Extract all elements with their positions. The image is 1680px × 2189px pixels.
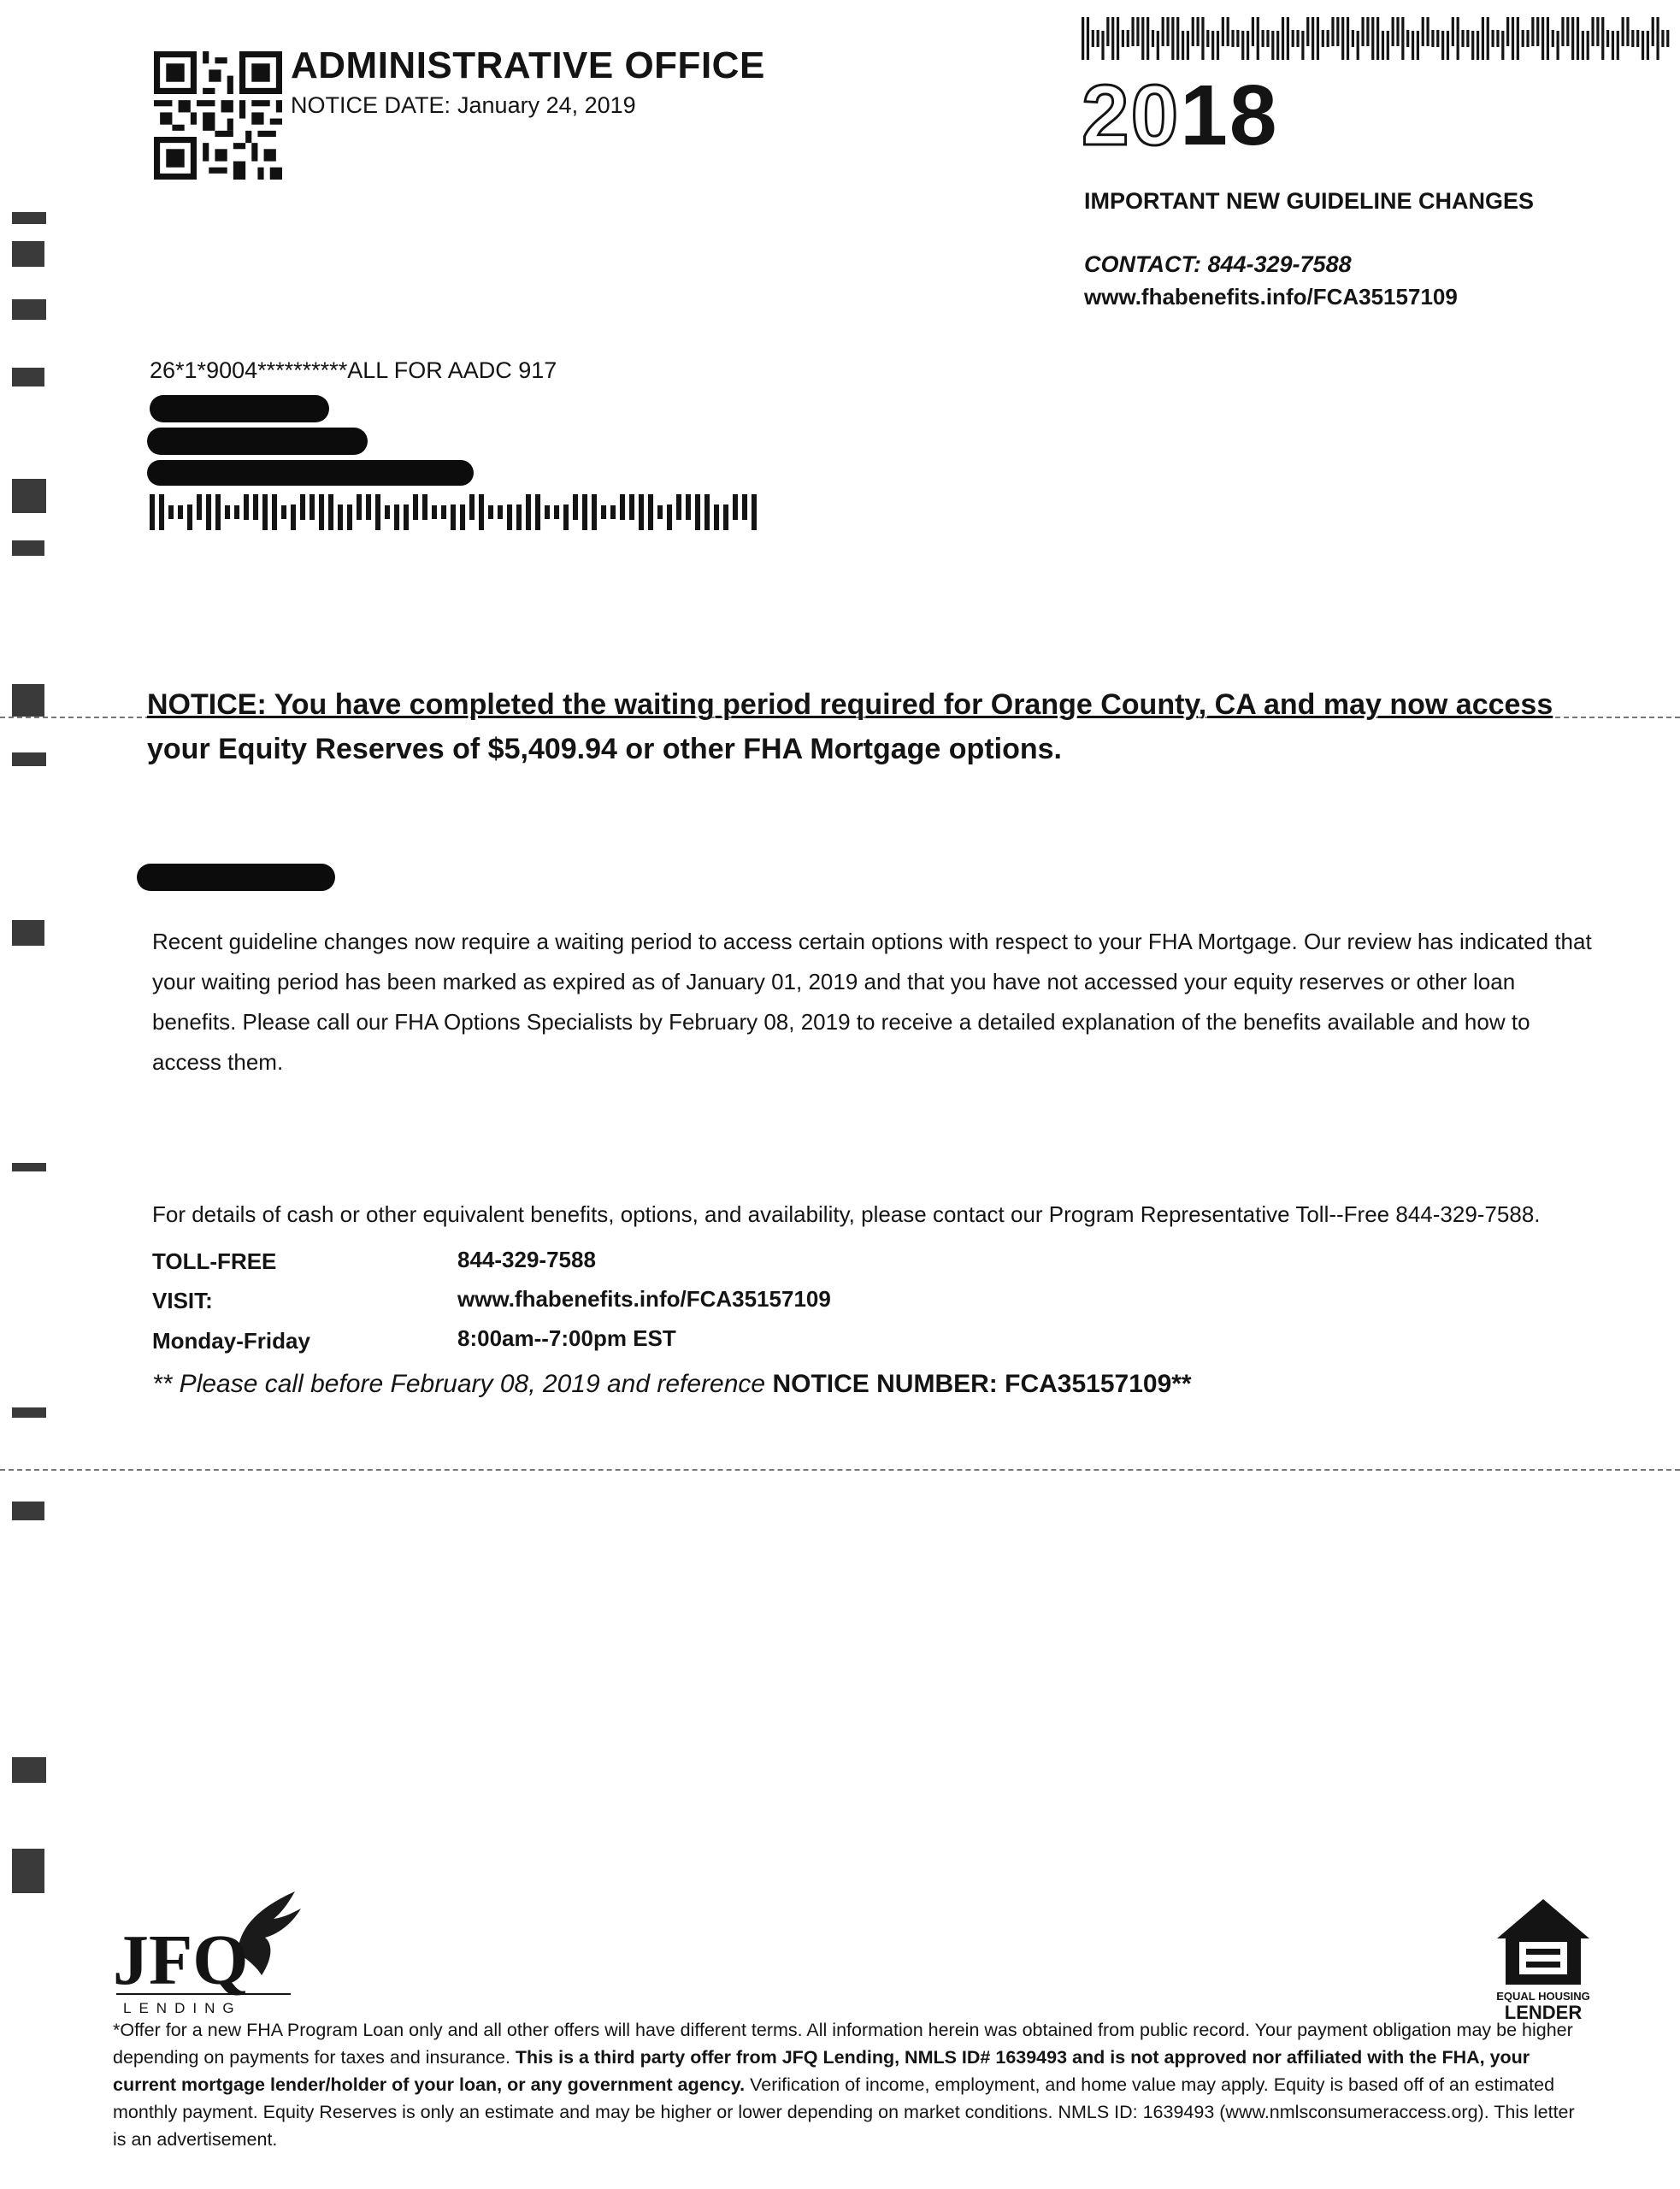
barcode-bar: [1666, 30, 1669, 47]
barcode-bar: [1461, 30, 1464, 47]
details-intro: For details of cash or other equivalent benefits, options, and availability, please contact our Program Representative Toll--Free 844-329-7588.: [152, 1201, 1541, 1227]
barcode-bar: [1552, 30, 1554, 47]
barcode-bar: [1201, 17, 1204, 60]
barcode-bar: [215, 494, 221, 530]
barcode-bar: [676, 494, 681, 520]
barcode-bar: [1622, 17, 1624, 46]
margin-mark: [12, 920, 44, 946]
barcode-bar: [432, 505, 437, 519]
tollfree-label: TOLL-FREE: [152, 1248, 277, 1274]
barcode-bar: [1536, 17, 1539, 46]
barcode-bar: [1401, 17, 1404, 60]
barcode-bar: [1336, 17, 1339, 46]
barcode-bar: [1101, 31, 1104, 60]
barcode-bar: [1231, 30, 1234, 47]
barcode-bar: [1531, 17, 1534, 46]
address-barcode: [150, 494, 761, 537]
barcode-bar: [695, 494, 700, 530]
barcode-bar: [291, 504, 296, 530]
barcode-bar: [1157, 31, 1159, 60]
barcode-bar: [1271, 31, 1274, 60]
redacted-city: [147, 460, 474, 486]
barcode-bar: [733, 494, 738, 520]
barcode-bar: [1617, 31, 1619, 60]
barcode-bar: [1187, 31, 1189, 60]
barcode-bar: [1111, 17, 1114, 60]
barcode-bar: [1447, 31, 1449, 60]
barcode-bar: [1496, 30, 1499, 47]
intelligent-mail-barcode: [1082, 17, 1671, 60]
barcode-bar: [1636, 30, 1639, 47]
barcode-bar: [1292, 30, 1294, 47]
barcode-bar: [1227, 17, 1229, 46]
barcode-bar: [601, 505, 606, 519]
barcode-bar: [648, 494, 653, 530]
barcode-bar: [422, 494, 427, 520]
barcode-bar: [686, 494, 691, 520]
margin-mark: [12, 1757, 46, 1783]
margin-mark: [12, 479, 46, 513]
barcode-bar: [1117, 17, 1119, 60]
barcode-bar: [460, 504, 465, 530]
barcode-bar: [1366, 17, 1369, 46]
notice-number: NOTICE NUMBER: FCA35157109**: [772, 1370, 1192, 1398]
barcode-bar: [1166, 17, 1169, 46]
margin-mark: [12, 684, 44, 717]
barcode-bar: [629, 494, 634, 520]
barcode-bar: [1436, 30, 1439, 47]
hours-label: Monday-Friday: [152, 1328, 310, 1354]
barcode-bar: [1647, 31, 1649, 60]
notice-headline-line2: your Equity Reserves of $5,409.94 or other FHA Mortgage options.: [147, 733, 1062, 765]
barcode-bar: [1392, 17, 1394, 46]
barcode-bar: [1141, 17, 1144, 60]
redacted-salutation: [137, 864, 335, 891]
year-solid-digits: 18: [1180, 68, 1279, 163]
barcode-bar: [1176, 17, 1179, 60]
qr-code: [154, 51, 282, 180]
barcode-bar: [404, 504, 409, 530]
barcode-bar: [1306, 17, 1309, 46]
barcode-bar: [1547, 17, 1549, 60]
barcode-bar: [1642, 31, 1644, 60]
barcode-bar: [704, 494, 710, 530]
barcode-bar: [1501, 31, 1504, 60]
barcode-bar: [1087, 17, 1089, 60]
body-paragraph: Recent guideline changes now require a waiting period to access certain options with respect to your FHA Mortgage. Our review has indicated that your waiting period has been marked as expired as of January 01, 2019 and that you have not accessed your equity reserves or other loan benefits. Please call our FHA Options Specialists by February 08, 2019 to receive a detailed explanation of the benefits available and how to access them.: [152, 929, 1592, 1075]
barcode-bar: [563, 504, 569, 530]
contact-phone: CONTACT: 844-329-7588: [1084, 251, 1352, 277]
barcode-bar: [1412, 31, 1414, 60]
contact-url: www.fhabenefits.info/FCA35157109: [1084, 284, 1458, 310]
notice-date-value: January 24, 2019: [457, 92, 636, 118]
barcode-bar: [545, 505, 550, 519]
barcode-bar: [610, 505, 616, 519]
ehl-line1: EQUAL HOUSING: [1496, 1990, 1590, 2003]
notice-date: [291, 92, 636, 119]
logo-subtitle: LENDING: [123, 2000, 242, 2016]
barcode-bar: [1601, 17, 1604, 60]
barcode-bar: [1631, 30, 1634, 47]
barcode-bar: [1376, 17, 1379, 60]
barcode-bar: [1591, 17, 1594, 46]
barcode-bar: [1417, 31, 1419, 60]
barcode-bar: [300, 494, 305, 520]
disclaimer-text-1: *Offer for a new FHA Program Loan only and all other offers will have different terms. All information herein was obtained from public record. Your payment obligation may be higher depending on payments for taxes and insurance.: [113, 2020, 1573, 2068]
barcode-bar: [526, 494, 531, 530]
barcode-bar: [1606, 30, 1609, 47]
barcode-bar: [357, 494, 362, 520]
barcode-bar: [1452, 17, 1454, 46]
guideline-heading: IMPORTANT NEW GUIDELINE CHANGES: [1084, 188, 1534, 214]
notice-headline: [147, 682, 1618, 771]
barcode-bar: [1327, 30, 1329, 47]
barcode-bar: [1357, 31, 1359, 60]
barcode-bar: [1506, 17, 1509, 46]
notice-date-label: NOTICE DATE:: [291, 92, 451, 118]
barcode-bar: [1566, 17, 1569, 46]
barcode-bar: [178, 505, 183, 519]
barcode-bar: [1471, 31, 1474, 60]
barcode-bar: [1252, 17, 1254, 46]
office-title: ADMINISTRATIVE OFFICE: [291, 44, 765, 86]
barcode-bar: [1301, 31, 1304, 60]
barcode-bar: [1596, 17, 1599, 46]
barcode-bar: [1626, 17, 1629, 46]
barcode-bar: [1136, 17, 1139, 46]
barcode-bar: [159, 494, 164, 530]
barcode-bar: [187, 504, 192, 530]
barcode-bar: [1656, 17, 1659, 60]
barcode-bar: [479, 494, 484, 530]
barcode-bar: [1222, 17, 1224, 46]
barcode-bar: [1257, 17, 1259, 60]
barcode-bar: [1587, 31, 1589, 60]
barcode-bar: [1526, 30, 1529, 47]
barcode-bar: [1422, 17, 1424, 46]
margin-mark: [12, 299, 46, 320]
barcode-bar: [1661, 30, 1664, 47]
barcode-bar: [507, 504, 512, 530]
barcode-bar: [1247, 31, 1249, 60]
barcode-bar: [1517, 17, 1519, 60]
barcode-bar: [1192, 17, 1194, 46]
barcode-bar: [338, 504, 343, 530]
barcode-bar: [1097, 30, 1099, 47]
barcode-bar: [723, 504, 728, 530]
barcode-bar: [1371, 17, 1374, 60]
barcode-bar: [451, 504, 456, 530]
barcode-bar: [168, 505, 174, 519]
redacted-street: [147, 428, 368, 455]
barcode-bar: [1487, 17, 1489, 60]
margin-mark: [12, 368, 44, 386]
barcode-bar: [1571, 17, 1574, 60]
barcode-bar: [1217, 31, 1219, 60]
barcode-bar: [1287, 17, 1289, 60]
barcode-bar: [375, 494, 380, 530]
fold-line-bottom: [0, 1469, 1680, 1471]
barcode-bar: [244, 494, 249, 520]
barcode-bar: [1312, 17, 1314, 60]
presort-code: 26*1*9004**********ALL FOR AADC 917: [150, 357, 557, 383]
barcode-bar: [469, 494, 475, 520]
barcode-bar: [1541, 17, 1544, 60]
barcode-bar: [1522, 30, 1524, 47]
barcode-bar: [1147, 17, 1149, 60]
barcode-bar: [1361, 17, 1364, 46]
barcode-bar: [1241, 31, 1244, 60]
barcode-bar: [1317, 17, 1319, 60]
equal-housing-lender-icon: [1492, 1894, 1595, 2022]
barcode-bar: [1406, 30, 1409, 47]
barcode-bar: [1082, 17, 1084, 60]
barcode-bar: [639, 494, 644, 530]
barcode-bar: [1382, 31, 1384, 60]
barcode-bar: [1092, 30, 1094, 47]
disclaimer: [113, 2016, 1588, 2153]
barcode-bar: [281, 505, 286, 519]
barcode-bar: [1131, 17, 1134, 46]
margin-mark: [12, 752, 46, 766]
barcode-bar: [1152, 30, 1154, 47]
barcode-bar: [1477, 31, 1479, 60]
barcode-bar: [1236, 30, 1239, 47]
barcode-bar: [592, 494, 597, 530]
barcode-bar: [1396, 17, 1399, 46]
barcode-bar: [1491, 30, 1494, 47]
barcode-bar: [1276, 31, 1279, 60]
barcode-bar: [272, 494, 277, 530]
margin-mark: [12, 1502, 44, 1520]
barcode-bar: [150, 494, 155, 530]
barcode-bar: [516, 504, 522, 530]
ehl-line2: LENDER: [1504, 2002, 1583, 2022]
margin-mark: [12, 212, 46, 224]
barcode-bar: [253, 494, 258, 520]
barcode-bar: [1296, 30, 1299, 47]
barcode-bar: [1512, 17, 1514, 60]
barcode-bar: [1482, 17, 1484, 60]
barcode-bar: [1431, 30, 1434, 47]
visit-label: VISIT:: [152, 1288, 213, 1313]
barcode-bar: [1466, 30, 1469, 47]
barcode-bar: [752, 494, 757, 530]
barcode-bar: [1561, 17, 1564, 46]
barcode-bar: [667, 504, 672, 530]
barcode-bar: [1457, 17, 1459, 60]
barcode-bar: [1211, 31, 1214, 60]
barcode-bar: [394, 504, 399, 530]
callout-text: ** Please call before February 08, 2019 and reference: [152, 1370, 766, 1398]
barcode-bar: [1196, 17, 1199, 46]
margin-mark: [12, 540, 44, 556]
margin-mark: [12, 1163, 46, 1171]
notice-headline-line1: NOTICE: You have completed the waiting period required for Orange County, CA and may now access: [147, 688, 1553, 721]
barcode-bar: [554, 505, 559, 519]
visit-url: www.fhabenefits.info/FCA35157109: [457, 1286, 831, 1312]
disclaimer-bold: This is a third party offer from JFQ Lending, NMLS ID# 1639493 and is not approved nor affiliated with the FHA, your current mortgage lender/holder of your loan, or any government agency.: [113, 2047, 1530, 2095]
barcode-bar: [1341, 17, 1344, 60]
barcode-bar: [441, 505, 446, 519]
barcode-bar: [573, 494, 578, 520]
barcode-bar: [197, 494, 202, 520]
barcode-bar: [234, 505, 239, 519]
barcode-bar: [1162, 17, 1164, 46]
disclaimer-text-2: Verification of income, employment, and home value may apply. Equity is based off of an estimated monthly payment. Equity Reserves is only an estimate and may be higher or lower depending on market conditions. NMLS ID: 1639493 (www.nmlsconsumeraccess.org). This letter is an advertisement.: [113, 2074, 1575, 2150]
barcode-bar: [1577, 17, 1579, 60]
barcode-bar: [1387, 31, 1389, 60]
barcode-bar: [319, 494, 324, 530]
barcode-bar: [1206, 30, 1209, 47]
barcode-bar: [1582, 31, 1584, 60]
reference-callout: [152, 1370, 1192, 1399]
barcode-bar: [1106, 17, 1109, 46]
barcode-bar: [1331, 17, 1334, 46]
margin-mark: [12, 1407, 46, 1418]
barcode-bar: [1652, 17, 1654, 46]
barcode-bar: [1347, 17, 1349, 60]
hours-value: 8:00am--7:00pm EST: [457, 1325, 676, 1351]
barcode-bar: [1282, 17, 1284, 60]
barcode-bar: [488, 505, 493, 519]
barcode-bar: [1426, 17, 1429, 46]
barcode-bar: [262, 494, 268, 530]
year-outline-digits: 20: [1082, 68, 1181, 163]
barcode-bar: [1352, 30, 1354, 47]
barcode-bar: [1441, 31, 1444, 60]
barcode-bar: [309, 494, 315, 520]
logo-wordmark: JFQ: [113, 1921, 249, 2000]
margin-mark: [12, 241, 44, 267]
tollfree-value: 844-329-7588: [457, 1247, 596, 1272]
year-heading: [1082, 68, 1279, 163]
barcode-bar: [1171, 17, 1174, 60]
redacted-name: [150, 395, 329, 422]
barcode-bar: [225, 505, 230, 519]
barcode-bar: [1127, 30, 1129, 47]
barcode-bar: [347, 504, 352, 530]
barcode-bar: [1266, 30, 1269, 47]
barcode-bar: [366, 494, 371, 520]
barcode-bar: [714, 504, 719, 530]
barcode-bar: [206, 494, 211, 530]
barcode-bar: [328, 494, 333, 530]
barcode-bar: [1557, 31, 1559, 60]
barcode-bar: [742, 494, 747, 520]
barcode-bar: [657, 505, 663, 519]
barcode-bar: [1122, 30, 1124, 47]
barcode-bar: [1182, 31, 1184, 60]
barcode-bar: [385, 505, 390, 519]
margin-mark: [12, 1849, 44, 1893]
barcode-bar: [413, 494, 418, 520]
jfq-lending-logo: [111, 1874, 316, 2020]
barcode-bar: [1322, 30, 1324, 47]
barcode-bar: [582, 494, 587, 530]
barcode-bar: [620, 494, 625, 520]
barcode-bar: [498, 505, 503, 519]
barcode-bar: [1262, 30, 1264, 47]
barcode-bar: [1612, 31, 1614, 60]
barcode-bar: [535, 494, 540, 530]
